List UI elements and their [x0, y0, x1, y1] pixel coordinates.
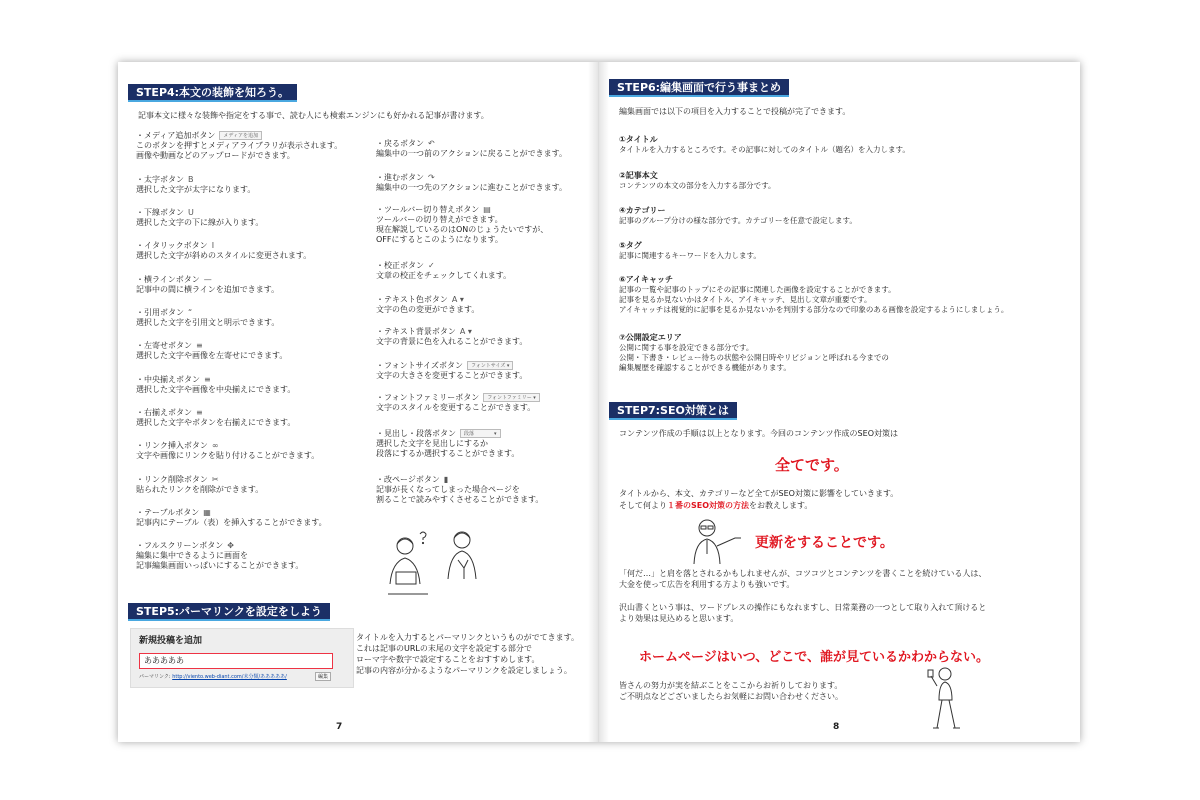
button-name-label: ・進むボタン	[376, 173, 424, 182]
button-description: 現在解説しているのはONのじょうたいですが、	[376, 225, 549, 234]
step4-intro: 記事本文に様々な装飾や指定をする事で、読む人にも検索エンジンにも好かれる記事が書けます。	[138, 111, 489, 120]
step6-item	[619, 332, 889, 373]
toolbar-button-explainer	[376, 428, 519, 459]
toolbar-button-explainer	[376, 360, 527, 381]
new-post-panel	[130, 628, 354, 688]
toolbar-button-explainer	[136, 407, 295, 428]
toolbar-button-icon: U	[188, 208, 194, 217]
fold-shade	[588, 62, 598, 742]
toolbar-button-explainer	[136, 130, 342, 161]
toolbar-button-explainer	[136, 540, 303, 571]
toolbar-button-icon: ≡	[196, 408, 203, 417]
button-name-label: ・ツールバー切り替えボタン	[376, 205, 480, 214]
button-name-label: ・戻るボタン	[376, 139, 424, 148]
toolbar-button-explainer	[376, 172, 567, 193]
button-description: 選択した文字や画像を左寄せにできます。	[136, 351, 288, 360]
toolbar-button-explainer	[136, 440, 319, 461]
big-text-update: 更新をすることです。	[755, 535, 894, 551]
step6-item-title: ⑤タグ	[619, 241, 642, 250]
step6-item-desc: コンテンツの本文の部分を入力する部分です。	[619, 181, 776, 190]
button-description: 選択した文字が斜めのスタイルに変更されます。	[136, 251, 312, 260]
button-description: ツールバーの切り替えができます。	[376, 215, 503, 224]
toolbar-button-icon: ▮	[443, 475, 449, 484]
button-name-label: ・見出し・段落ボタン	[376, 429, 456, 438]
button-description: 文章の校正をチェックしてくれます。	[376, 271, 512, 280]
pointing-man-illustration	[689, 514, 749, 566]
button-description: 文字の大きさを変更することができます。	[376, 371, 528, 380]
toolbar-button-explainer	[376, 326, 527, 347]
button-name	[136, 240, 311, 251]
button-name-label: ・フォントファミリーボタン	[376, 393, 480, 402]
button-description: 文字の背景に色を入れることができます。	[376, 337, 528, 346]
button-name	[136, 340, 287, 351]
walking-man-illustration	[925, 666, 969, 732]
step5-desc-line: 記事の内容が分かるようなパーマリンクを設定しましょう。	[356, 666, 572, 675]
button-name	[136, 474, 263, 485]
button-description: 記事が長くなってしまった場合ページを	[376, 485, 520, 494]
toolbar-button-explainer	[136, 274, 279, 295]
step7-heading: STEP7:SEO対策とは	[609, 402, 737, 420]
button-name-label: ・下線ボタン	[136, 208, 184, 217]
toolbar-button-chip: 段落 ▾	[460, 429, 501, 438]
toolbar-button-icon: ✂	[211, 475, 219, 484]
button-description: 貼られたリンクを削除ができます。	[136, 485, 264, 494]
toolbar-button-explainer	[376, 294, 479, 315]
button-name	[136, 307, 279, 318]
step6-item	[619, 205, 857, 226]
button-description: このボタンを押すとメディアライブラリが表示されます。	[136, 141, 343, 150]
button-description: 画像や動画などのアップロードができます。	[136, 151, 295, 160]
brochure-spread	[118, 62, 1080, 742]
toolbar-button-icon: B	[188, 175, 194, 184]
step6-item-title: ②記事本文	[619, 171, 658, 180]
step6-item-desc: 記事を見るか見ないかはタイトル、アイキャッチ、見出し文章が重要です。	[619, 295, 872, 304]
button-name	[376, 474, 543, 485]
toolbar-button-icon: I	[211, 241, 215, 250]
button-description: 選択した文字やボタンを右揃えにできます。	[136, 418, 296, 427]
step5-description	[356, 632, 579, 676]
permalink-url[interactable]: http://viento.web-diant.com/未分類/あああああ/	[172, 674, 287, 680]
button-description: 記事内にテーブル（表）を挿入することができます。	[136, 518, 327, 527]
button-name	[376, 204, 548, 215]
toolbar-button-explainer	[136, 340, 287, 361]
toolbar-button-explainer	[376, 260, 511, 281]
button-name	[136, 407, 295, 418]
button-name-label: ・イタリックボタン	[136, 241, 208, 250]
step6-item-desc: 編集履歴を確認することができる機能があります。	[619, 363, 791, 372]
button-name-label: ・横ラインボタン	[136, 275, 200, 284]
button-description: 割ることで読みやすくさせることができます。	[376, 495, 544, 504]
step5-desc-line: これは記事のURLの末尾の文字を設定する部分で	[356, 644, 532, 653]
step6-item-desc: 記事のグループ分けの様な部分です。カテゴリーを任意で設定します。	[619, 216, 857, 225]
button-name-label: ・テキスト背景ボタン	[376, 327, 456, 336]
step5-desc-line: ローマ字や数字で設定することをおすすめします。	[356, 655, 540, 664]
toolbar-button-chip: フォントファミリー ▾	[483, 393, 540, 402]
button-name-label: ・メディア追加ボタン	[136, 131, 216, 140]
toolbar-button-icon: ∞	[211, 441, 219, 450]
step6-item	[619, 274, 1008, 315]
toolbar-button-icon: A ▾	[451, 295, 464, 304]
step7-p1-line2	[619, 500, 812, 511]
toolbar-button-explainer	[136, 240, 311, 261]
step7-p3	[619, 602, 986, 624]
toolbar-button-icon: ↷	[428, 173, 435, 182]
button-name	[376, 138, 567, 149]
button-description: OFFにするとこのようになります。	[376, 235, 503, 244]
button-name-label: ・テーブルボタン	[136, 508, 200, 517]
button-description: 文字や画像にリンクを貼り付けることができます。	[136, 451, 320, 460]
step7-p2	[619, 568, 986, 590]
step6-item	[619, 170, 776, 191]
step6-item-title: ⑦公開設定エリア	[619, 333, 682, 342]
step5-heading: STEP5:パーマリンクを設定をしよう	[128, 603, 330, 621]
toolbar-button-icon: ✓	[428, 261, 435, 270]
button-description: 文字のスタイルを変更することができます。	[376, 403, 536, 412]
step6-item-title: ⑥アイキャッチ	[619, 275, 674, 284]
step6-heading: STEP6:編集画面で行う事まとめ	[609, 79, 789, 97]
button-description: 記事編集画面いっぱいにすることができます。	[136, 561, 304, 570]
closing-line: ご不明点などございましたらお気軽にお問い合わせください。	[619, 692, 843, 701]
big-text-all: 全てです。	[775, 456, 849, 474]
button-name	[376, 172, 567, 183]
step6-item	[619, 240, 761, 261]
step6-item-desc: 記事に関連するキーワードを入力します。	[619, 251, 761, 260]
step7-intro: コンテンツ作成の手順は以上となります。今回のコンテンツ作成のSEO対策は	[619, 429, 898, 438]
permalink-row	[139, 673, 287, 680]
button-name	[376, 294, 479, 305]
button-name	[376, 428, 519, 439]
button-name	[136, 507, 327, 518]
button-name	[136, 274, 279, 285]
button-name-label: ・フルスクリーンボタン	[136, 541, 224, 550]
p3-line: より効果は見込めると思います。	[619, 614, 739, 623]
toolbar-button-explainer	[376, 138, 567, 159]
step6-item-desc: 記事の一覧や記事のトップにその記事に関連した画像を設定することができます。	[619, 285, 896, 294]
p1-emphasis: １番のSEO対策の方法	[667, 501, 750, 510]
big-text-homepage: ホームページはいつ、どこで、誰が見ているかわからない。	[639, 650, 989, 665]
step6-intro: 編集画面では以下の項目を入力することで投稿が完了できます。	[619, 107, 851, 116]
toolbar-button-chip: メディアを追加	[219, 131, 262, 140]
button-description: 編集に集中できるように画面を	[136, 551, 248, 560]
toolbar-button-icon: ≡	[204, 375, 211, 384]
button-description: 選択した文字を見出しにするか	[376, 439, 488, 448]
button-description: 編集中の一つ前のアクションに戻ることができます。	[376, 149, 567, 158]
toolbar-button-icon: A ▾	[459, 327, 472, 336]
post-title-input[interactable]: あああああ	[139, 653, 333, 669]
page-number-right: 8	[833, 722, 840, 732]
toolbar-button-explainer	[136, 174, 255, 195]
button-name	[136, 440, 319, 451]
button-name-label: ・テキスト色ボタン	[376, 295, 448, 304]
toolbar-button-explainer	[136, 374, 295, 395]
button-name-label: ・校正ボタン	[376, 261, 424, 270]
button-description: 文字の色の変更ができます。	[376, 305, 480, 314]
step7-closing	[619, 680, 843, 702]
people-illustration	[380, 524, 490, 604]
toolbar-button-explainer	[136, 207, 263, 228]
button-name	[136, 540, 303, 551]
button-name-label: ・右揃えボタン	[136, 408, 192, 417]
permalink-label: パーマリンク:	[139, 674, 173, 680]
button-name	[136, 130, 342, 141]
button-description: 編集中の一つ先のアクションに進むことができます。	[376, 183, 567, 192]
button-description: 選択した文字の下に線が入ります。	[136, 218, 264, 227]
p1-post: をお教えします。	[749, 501, 813, 510]
p2-line: 大金を使って広告を利用する方よりも強いです。	[619, 580, 795, 589]
permalink-edit-button[interactable]: 編集	[315, 672, 331, 681]
toolbar-button-icon: ▤	[483, 205, 491, 214]
step6-item-desc: タイトルを入力するところです。その記事に対してのタイトル（題名）を入力します。	[619, 145, 910, 154]
toolbar-button-icon: “	[188, 308, 193, 317]
right-page	[599, 62, 1080, 742]
step7-p1-line1: タイトルから、本文、カテゴリーなど全てがSEO対策に影響をしていきます。	[619, 489, 899, 498]
button-name-label: ・リンク削除ボタン	[136, 475, 208, 484]
step6-item-title: ④カテゴリー	[619, 206, 666, 215]
step6-item-desc: アイキャッチは視覚的に記事を見るか見ないかを判別する部分なので印象のある画像を設定するようにしましょう。	[619, 305, 1009, 314]
step6-item-title: ①タイトル	[619, 135, 658, 144]
toolbar-button-explainer	[136, 507, 327, 528]
left-page	[118, 62, 599, 742]
button-name-label: ・フォントサイズボタン	[376, 361, 463, 370]
toolbar-button-icon: ▦	[203, 508, 211, 517]
button-name	[136, 374, 295, 385]
button-name	[376, 360, 527, 371]
button-name	[376, 260, 511, 271]
button-name	[376, 392, 540, 403]
closing-line: 皆さんの努力が実を結ぶことをここからお祈りしております。	[619, 681, 843, 690]
button-name-label: ・左寄せボタン	[136, 341, 192, 350]
toolbar-button-explainer	[376, 204, 548, 245]
new-post-title: 新規投稿を追加	[139, 636, 203, 646]
toolbar-button-explainer	[376, 392, 540, 413]
button-name	[376, 326, 527, 337]
fold-shade	[599, 62, 609, 742]
step4-heading: STEP4:本文の装飾を知ろう。	[128, 84, 297, 102]
p1-pre: そして何より	[619, 501, 667, 510]
toolbar-button-icon: ✥	[227, 541, 234, 550]
button-name	[136, 207, 263, 218]
toolbar-button-icon: ≡	[196, 341, 203, 350]
p3-line: 沢山書くという事は、ワードプレスの操作にもなれますし、日常業務の一つとして取り入れて頂けると	[619, 603, 987, 612]
page-number-left: 7	[336, 722, 343, 732]
button-name-label: ・リンク挿入ボタン	[136, 441, 208, 450]
button-name-label: ・中央揃えボタン	[136, 375, 200, 384]
button-name-label: ・太字ボタン	[136, 175, 184, 184]
toolbar-button-icon: ↶	[428, 139, 435, 148]
button-name	[136, 174, 255, 185]
p2-line: 「何だ…」と肩を落とされるかもしれませんが、コツコツとコンテンツを書くことを続けている人は、	[619, 569, 987, 578]
button-description: 記事中の間に横ラインを追加できます。	[136, 285, 280, 294]
button-name-label: ・引用ボタン	[136, 308, 184, 317]
button-name-label: ・改ページボタン	[376, 475, 440, 484]
step5-desc-line: タイトルを入力するとパーマリンクというものがでてきます。	[356, 633, 580, 642]
step6-item	[619, 134, 910, 155]
step6-item-desc: 公開・下書き・レビュー待ちの状態や公開日時やリビジョンと呼ばれる今までの	[619, 353, 889, 362]
toolbar-button-explainer	[136, 307, 279, 328]
toolbar-button-chip: フォントサイズ ▾	[467, 361, 513, 370]
button-description: 選択した文字や画像を中央揃えにできます。	[136, 385, 296, 394]
button-description: 段落にするか選択することができます。	[376, 449, 520, 458]
toolbar-button-explainer	[376, 474, 543, 505]
toolbar-button-icon: —	[203, 275, 212, 284]
step6-item-desc: 公開に関する事を設定できる部分です。	[619, 343, 754, 352]
button-description: 選択した文字が太字になります。	[136, 185, 256, 194]
toolbar-button-explainer	[136, 474, 263, 495]
button-description: 選択した文字を引用文と明示できます。	[136, 318, 280, 327]
